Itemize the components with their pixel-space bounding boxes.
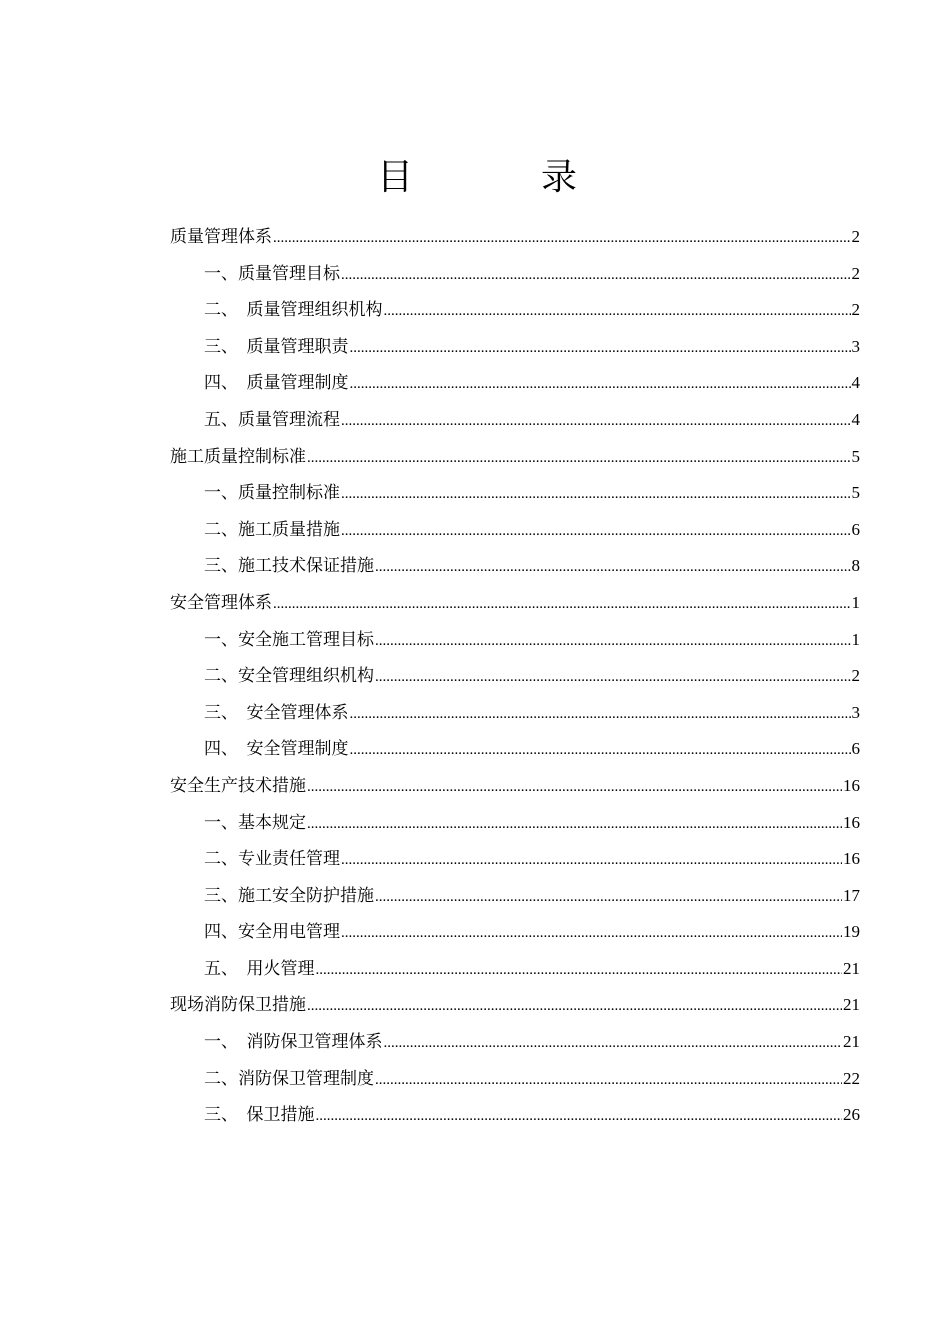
toc-page-number: 4	[851, 373, 860, 393]
table-of-contents	[170, 219, 860, 1134]
toc-entry-label: 二、专业责任管理	[204, 849, 340, 870]
toc-page-number: 16	[843, 812, 860, 832]
toc-entry-label: 一、质量管理目标	[204, 263, 340, 284]
toc-dot-leader	[316, 952, 843, 989]
toc-subsection-entry[interactable]	[170, 878, 860, 915]
toc-entry-label: 四、安全用电管理	[204, 922, 340, 943]
toc-page-number: 22	[843, 1068, 860, 1088]
toc-page-number: 4	[851, 409, 860, 429]
toc-page-number: 2	[851, 227, 860, 246]
toc-subsection-entry[interactable]	[170, 402, 860, 439]
toc-entry-label: 三、施工技术保证措施	[204, 556, 374, 577]
toc-dot-leader	[375, 879, 842, 916]
toc-section-entry[interactable]	[170, 987, 860, 1024]
toc-page-number: 21	[843, 995, 860, 1015]
toc-dot-leader	[341, 513, 851, 550]
toc-dot-leader	[350, 696, 851, 733]
toc-entry-label: 施工质量控制标准	[170, 446, 306, 467]
toc-page-number: 2	[851, 263, 860, 283]
toc-entry-label: 二、安全管理组织机构	[204, 666, 374, 687]
toc-page-number: 5	[851, 446, 860, 466]
toc-entry-label: 三、 安全管理体系	[204, 702, 349, 723]
toc-subsection-entry[interactable]	[170, 548, 860, 585]
toc-page-number: 17	[843, 885, 860, 905]
toc-subsection-entry[interactable]	[170, 329, 860, 366]
toc-entry-label: 安全管理体系	[170, 592, 272, 613]
toc-section-entry[interactable]	[170, 585, 860, 622]
toc-page-number: 2	[851, 300, 860, 320]
toc-section-entry[interactable]	[170, 439, 860, 476]
toc-subsection-entry[interactable]	[170, 731, 860, 768]
toc-dot-leader	[384, 1025, 843, 1062]
toc-dot-leader	[273, 586, 851, 623]
toc-dot-leader	[350, 330, 851, 367]
toc-dot-leader	[350, 732, 851, 769]
toc-entry-label: 三、施工安全防护措施	[204, 885, 374, 906]
toc-entry-label: 质量管理体系	[170, 227, 272, 247]
toc-section-entry[interactable]	[170, 219, 860, 256]
toc-dot-leader	[341, 257, 851, 294]
toc-page-number: 16	[843, 849, 860, 869]
toc-entry-label: 四、 安全管理制度	[204, 739, 349, 760]
toc-dot-leader	[341, 842, 842, 879]
toc-page-number: 2	[851, 666, 860, 686]
toc-subsection-entry[interactable]	[170, 1061, 860, 1098]
toc-dot-leader	[375, 1062, 842, 1099]
toc-subsection-entry[interactable]	[170, 805, 860, 842]
toc-dot-leader	[316, 1098, 843, 1135]
toc-subsection-entry[interactable]	[170, 914, 860, 951]
toc-dot-leader	[273, 220, 851, 257]
toc-entry-label: 现场消防保卫措施	[170, 995, 306, 1016]
toc-dot-leader	[375, 549, 851, 586]
toc-page-number: 3	[851, 336, 860, 356]
toc-page-number: 1	[851, 592, 860, 612]
toc-entry-label: 二、 质量管理组织机构	[204, 300, 383, 321]
toc-subsection-entry[interactable]	[170, 475, 860, 512]
toc-entry-label: 一、安全施工管理目标	[204, 629, 374, 650]
toc-title: 目 录	[376, 157, 623, 198]
toc-entry-label: 一、质量控制标准	[204, 483, 340, 504]
toc-page-number: 16	[843, 775, 860, 795]
toc-subsection-entry[interactable]	[170, 256, 860, 293]
toc-entry-label: 安全生产技术措施	[170, 775, 306, 796]
toc-dot-leader	[307, 806, 842, 843]
toc-entry-label: 三、 保卫措施	[204, 1105, 315, 1126]
toc-dot-leader	[341, 476, 851, 513]
toc-dot-leader	[341, 403, 851, 440]
toc-dot-leader	[307, 440, 851, 477]
toc-entry-label: 四、 质量管理制度	[204, 373, 349, 394]
toc-page-number: 19	[843, 922, 860, 942]
toc-page-number: 6	[851, 739, 860, 759]
toc-entry-label: 二、消防保卫管理制度	[204, 1068, 374, 1089]
toc-subsection-entry[interactable]	[170, 1097, 860, 1134]
toc-page-number: 21	[843, 958, 860, 978]
toc-dot-leader	[307, 769, 842, 806]
toc-subsection-entry[interactable]	[170, 841, 860, 878]
toc-subsection-entry[interactable]	[170, 951, 860, 988]
toc-entry-label: 五、 用火管理	[204, 958, 315, 979]
toc-dot-leader	[341, 915, 842, 952]
toc-dot-leader	[375, 659, 851, 696]
toc-page-number: 26	[843, 1105, 860, 1125]
toc-subsection-entry[interactable]	[170, 695, 860, 732]
toc-dot-leader	[384, 293, 851, 330]
toc-entry-label: 五、质量管理流程	[204, 409, 340, 430]
toc-entry-label: 三、 质量管理职责	[204, 336, 349, 357]
toc-entry-label: 二、施工质量措施	[204, 519, 340, 540]
toc-entry-label: 一、基本规定	[204, 812, 306, 833]
toc-subsection-entry[interactable]	[170, 1024, 860, 1061]
toc-page-number: 21	[843, 1032, 860, 1052]
toc-page-number: 3	[851, 702, 860, 722]
toc-page-number: 8	[851, 556, 860, 576]
toc-page-number: 5	[851, 483, 860, 503]
toc-page-number: 1	[851, 629, 860, 649]
toc-page-number: 6	[851, 519, 860, 539]
toc-subsection-entry[interactable]	[170, 292, 860, 329]
toc-section-entry[interactable]	[170, 768, 860, 805]
toc-subsection-entry[interactable]	[170, 365, 860, 402]
toc-subsection-entry[interactable]	[170, 658, 860, 695]
toc-dot-leader	[307, 988, 842, 1025]
toc-subsection-entry[interactable]	[170, 512, 860, 549]
toc-dot-leader	[350, 366, 851, 403]
toc-dot-leader	[375, 623, 851, 660]
toc-entry-label: 一、 消防保卫管理体系	[204, 1032, 383, 1053]
toc-subsection-entry[interactable]	[170, 622, 860, 659]
